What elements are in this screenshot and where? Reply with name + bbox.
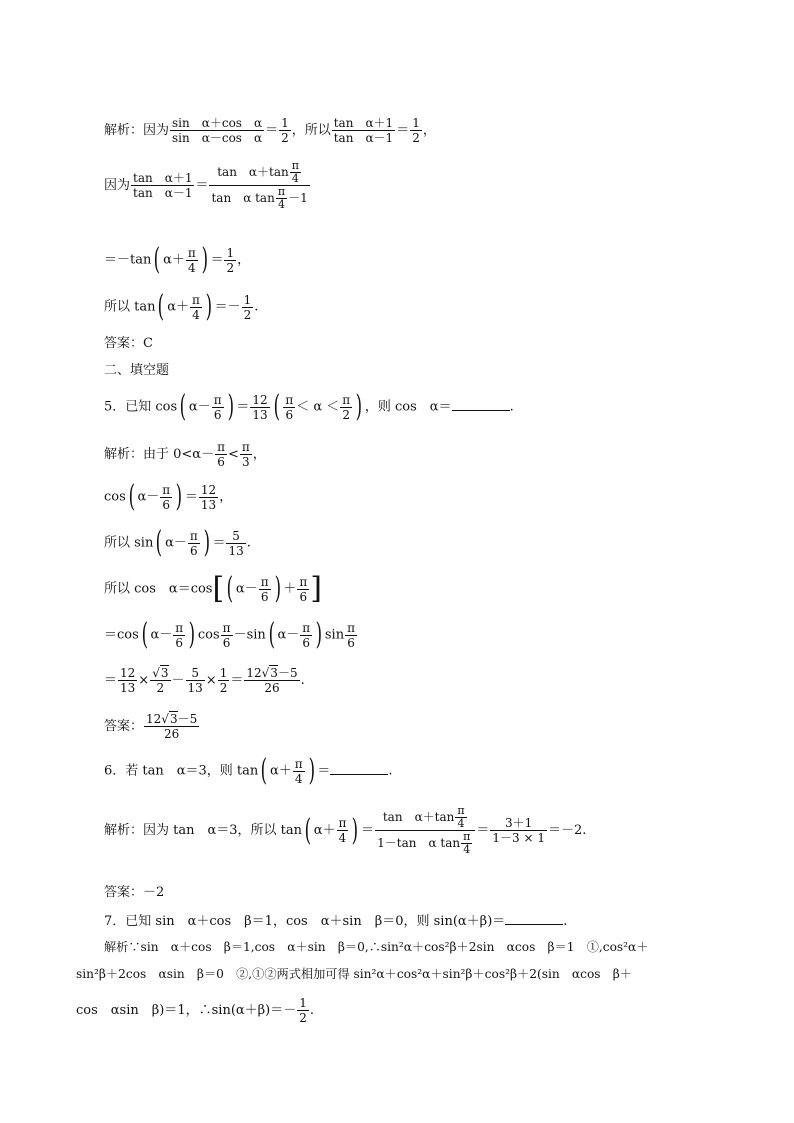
p5-sol-line6: ＝ $\frac{12}{13}$ × $\frac{√3}{2}$ － $\frac{5}{13}$ × $\frac{1}{2}$ ＝ $\frac{12√3-5}{26}$ . bbox=[104, 666, 305, 695]
p4-answer: 答案：C bbox=[104, 336, 153, 351]
p5-answer: 答案： $\frac{12√3-5}{26}$ bbox=[104, 712, 198, 741]
p6-answer: 答案：－2 bbox=[104, 885, 165, 900]
p6-question: 6．若 tan α＝3，则 tan( α＋ $\frac{\pi}{4}$ ) ＝ . bbox=[104, 753, 393, 788]
p4-line1: 解析：因为 $\frac{\text{sin α＋cos α}}{\text{sin α－cos α}}$ ＝ $\frac{1}{2}$ ，所以 $\frac{\text{tan α＋1}}{\text{tan α－1}}$ ＝ $\frac{1}{2}$ ， bbox=[104, 116, 436, 145]
p5-sol-line1: 解析：由于 0<α－ $\frac{\pi}{6}$ < $\frac{\pi}{3}$ ， bbox=[104, 440, 266, 469]
p5-sol-line3: 所以 sin( α－ $\frac{\pi}{6}$ ) ＝ $\frac{5}{13}$ . bbox=[104, 525, 251, 560]
p5-question: 5．已知 cos( α－ $\frac{\pi}{6}$ ) ＝ $\frac{12}{13}$ ( $\frac{\pi}{6}$ ＜ α ＜ $\frac{\pi}{2}$ ) ，则 cos α＝ . bbox=[104, 389, 514, 424]
p7-sol-line1: 解析∵sin α＋cos β＝1,cos α＋sin β＝0,∴sin²α＋cos²β＋2sin αcos β＝1 ①,cos²α＋ bbox=[104, 940, 649, 954]
fraction: $\frac{\text{tan α＋1}}{\text{tan α－1}}$ bbox=[333, 116, 394, 145]
p5-sol-line5: ＝cos( α－ $\frac{\pi}{6}$ ) cos $\frac{\pi}{6}$ －sin( α－ $\frac{\pi}{6}$ ) sin $\frac{\pi}{6}$ bbox=[104, 617, 355, 652]
p7-sol-line2: sin²β＋2cos αsin β＝0 ②,①②两式相加可得 sin²α＋cos²α＋sin²β＋cos²β＋2(sin αcos β＋ bbox=[76, 967, 632, 981]
p4-line2: 因为 $\frac{\text{tan α＋1}}{\text{tan α－1}}$ ＝ tan α＋tan $\frac{\pi}{4}$ tan α tan $\frac{\pi}{4}$ －1 bbox=[104, 159, 308, 211]
p5-sol-line4: 所以 cos α＝cos[( α－ $\frac{\pi}{6}$ ) ＋ $\frac{\pi}{6}$ ] bbox=[104, 571, 322, 606]
p7-sol-line3: cos αsin β)＝1，∴sin(α＋β)＝－ $\frac{1}{2}$ . bbox=[76, 996, 315, 1025]
fraction: $\frac{\text{sin α＋cos α}}{\text{sin α－cos α}}$ bbox=[172, 116, 263, 145]
fraction: $\frac{1}{2}$ bbox=[412, 116, 420, 145]
section-heading: 二、填空题 bbox=[104, 363, 170, 378]
p4-line3: ＝－tan( α＋ $\frac{\pi}{4}$ ) ＝ $\frac{1}{2}$ ， bbox=[104, 242, 251, 277]
fraction: $\frac{1}{2}$ bbox=[281, 116, 289, 145]
p6-solution: 解析：因为 tan α＝3，所以 tan( α＋ $\frac{\pi}{4}$ ) ＝ tan α＋tan $\frac{\pi}{4}$ 1－tan α tan $\frac{\pi}{4}$ ＝ $\frac{3+1}{1-3 \times 1}$ ＝－2. bbox=[104, 804, 587, 856]
p5-sol-line2: cos( α－ $\frac{\pi}{6}$ ) ＝ $\frac{12}{13}$ ， bbox=[104, 479, 233, 514]
big-fraction: tan α＋tan $\frac{\pi}{4}$ 1－tan α tan $\frac{\pi}{4}$ bbox=[375, 805, 475, 856]
p4-line4: 所以 tan( α＋ $\frac{\pi}{4}$ ) ＝－ $\frac{1}{2}$ . bbox=[104, 289, 259, 324]
big-fraction: tan α＋tan $\frac{\pi}{4}$ tan α tan $\frac{\pi}{4}$ －1 bbox=[211, 159, 308, 211]
answer-blank bbox=[330, 764, 388, 775]
answer-blank bbox=[505, 914, 563, 925]
p7-question: 7．已知 sin α＋cos β＝1，cos α＋sin β＝0，则 sin(α＋β)＝ . bbox=[104, 914, 568, 929]
fraction: $\frac{\text{tan α＋1}}{\text{tan α－1}}$ bbox=[133, 171, 193, 200]
answer-blank bbox=[452, 400, 510, 411]
